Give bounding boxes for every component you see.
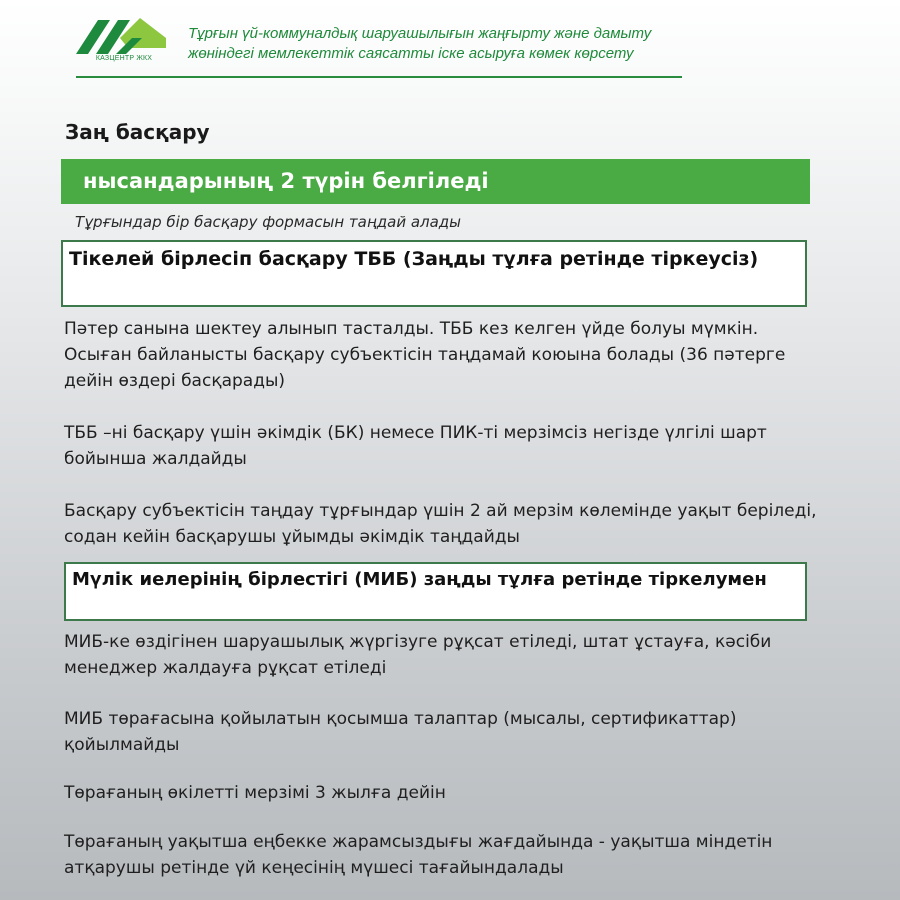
- section1-paragraph-2: ТББ –ні басқару үшін әкімдік (БК) немесе ПИК-ті мерзімсіз негізде үлгілі шарт бойынша жалдайды: [64, 423, 767, 469]
- tagline-line-1: Тұрғын үй-коммуналдық шаруашылығын жаңғырту және дамыту: [188, 25, 652, 42]
- section2-paragraph-1: МИБ-ке өздігінен шаруашылық жүргізуге рұқсат етіледі, штат ұстауға, кәсіби менеджер жалдауға рұқсат етіледі: [64, 632, 772, 678]
- header-divider: [76, 76, 682, 78]
- section1-paragraph-3: Басқару субъектісін таңдау тұрғындар үшін 2 ай мерзім көлемінде уақыт беріледі, содан кейін басқарушы ұйымды әкімдік таңдайды: [64, 501, 817, 547]
- section2-title-box: Мүлік иелерінің бірлестігі (МИБ) заңды тұлға ретінде тіркелумен: [64, 562, 807, 621]
- section1-title-box: Тікелей бірлесіп басқару ТББ (Заңды тұлға ретінде тіркеусіз): [61, 240, 807, 307]
- tagline-line-2: жөніндегі мемлекеттік саясатты іске асыруға көмек көрсету: [188, 45, 634, 62]
- header-tagline: [188, 24, 748, 64]
- logo-text: КАЗЦЕНТР ЖКХ: [95, 55, 153, 62]
- section2-paragraph-4: Төрағаның уақытша еңбекке жарамсыздығы жағдайында - уақытша міндетін атқарушы ретінде үй кеңесінің мүшесі тағайындалады: [64, 832, 773, 878]
- note-text: Тұрғындар бір басқару формасын таңдай алады: [75, 213, 462, 231]
- section2-paragraph-3: Төрағаның өкілетті мерзімі 3 жылға дейін: [64, 783, 446, 803]
- header: [76, 14, 682, 80]
- page-title: Заң басқару: [65, 120, 210, 144]
- section1-paragraph-1: Пәтер санына шектеу алынып тасталды. ТББ кез келген үйде болуы мүмкін. Осыған байланысты басқару субъектісін таңдамай коюына болады (36 пәтерге дейін өздері басқарады): [64, 319, 786, 391]
- green-banner: нысандарының 2 түрін белгіледі: [61, 159, 810, 204]
- section2-paragraph-2: МИБ төрағасына қойылатын қосымша талаптар (мысалы, сертификаттар) қойылмайды: [64, 709, 737, 755]
- kazcenter-logo: [76, 14, 172, 68]
